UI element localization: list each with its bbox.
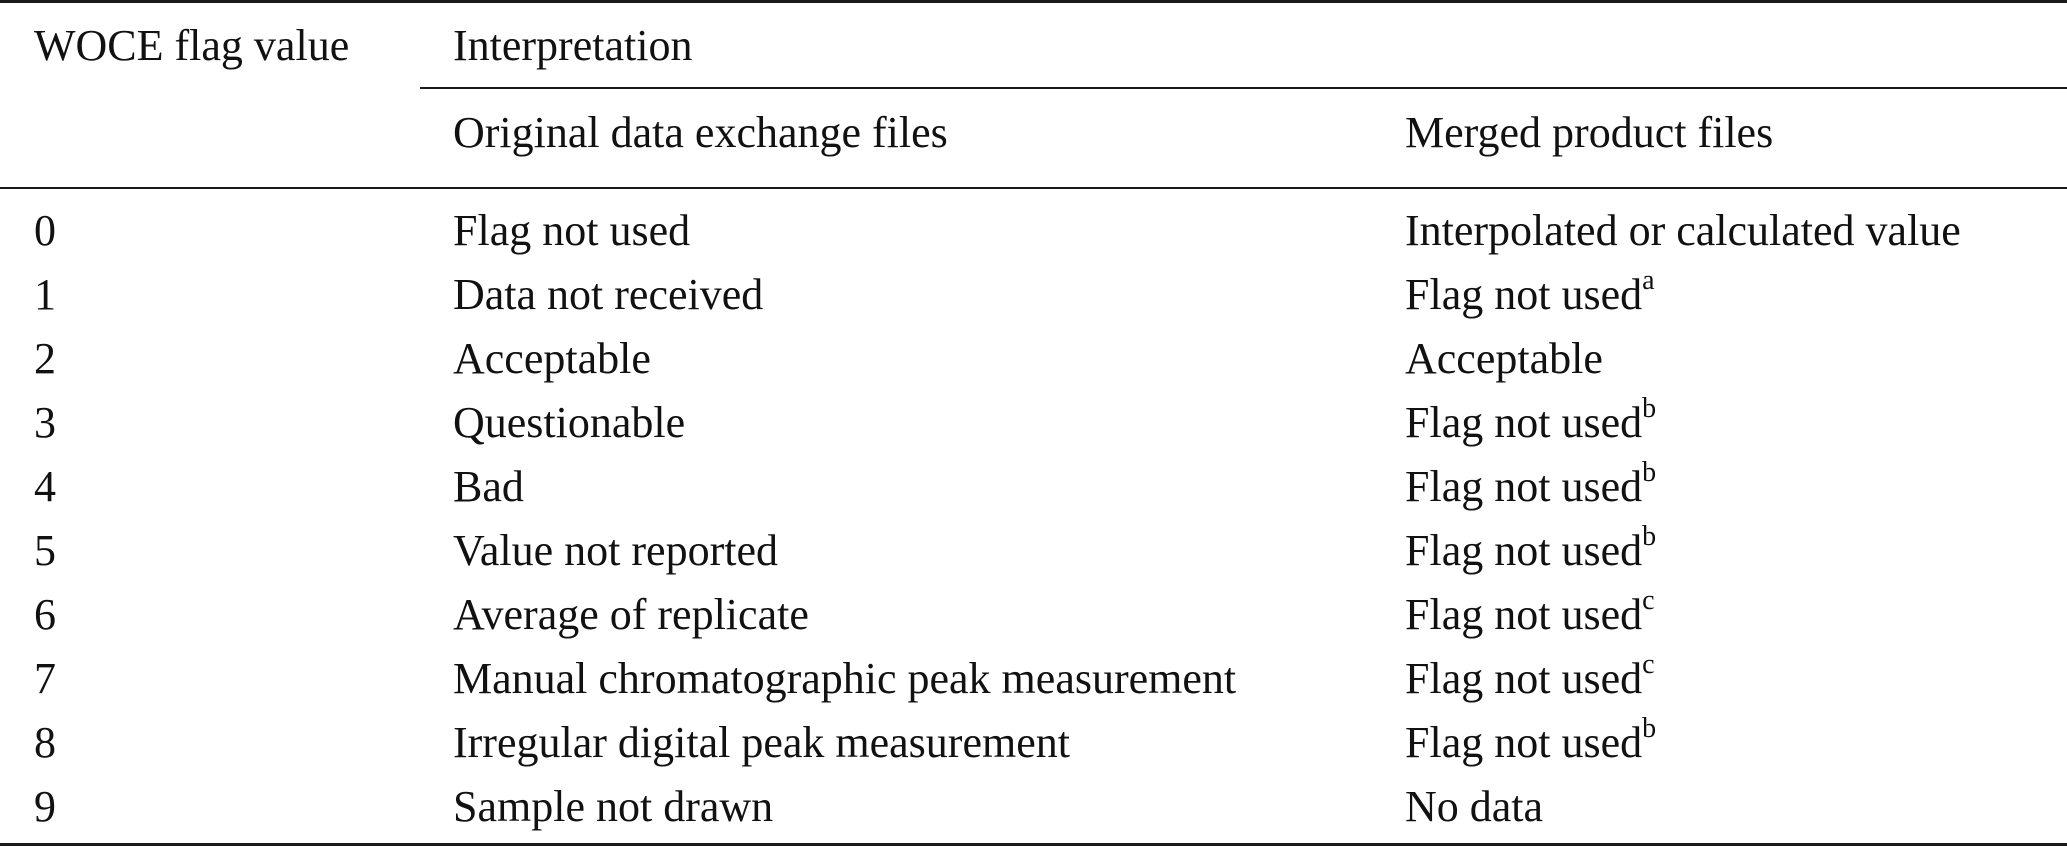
flag-value-cell: 9 — [34, 782, 56, 831]
original-interpretation-cell: Manual chromatographic peak measurement — [453, 654, 1237, 703]
merged-interpretation-text: Flag not used — [1405, 654, 1643, 703]
header-interpretation: Interpretation — [453, 21, 693, 70]
flag-value-cell: 1 — [34, 270, 56, 319]
merged-interpretation-cell — [1405, 265, 1655, 321]
merged-interpretation-cell — [1405, 521, 1657, 577]
merged-interpretation-text: Acceptable — [1405, 334, 1603, 383]
flag-value-cell: 5 — [34, 526, 56, 575]
header-woce-flag-value: WOCE flag value — [34, 21, 350, 70]
merged-interpretation-text: Interpolated or calculated value — [1405, 206, 1961, 255]
flag-value-cell: 8 — [34, 718, 56, 767]
merged-interpretation-cell — [1405, 713, 1657, 769]
merged-interpretation-text: Flag not used — [1405, 462, 1643, 511]
original-interpretation-cell: Sample not drawn — [453, 782, 774, 831]
table-top-rule — [0, 0, 2067, 3]
merged-interpretation-text: Flag not used — [1405, 718, 1643, 767]
interpretation-sub-rule — [420, 87, 2067, 89]
footnote-marker: c — [1642, 585, 1655, 617]
footnote-marker: a — [1642, 265, 1655, 297]
flag-value-cell: 7 — [34, 654, 56, 703]
footnote-marker: b — [1642, 521, 1657, 553]
merged-interpretation-cell — [1405, 457, 1657, 513]
merged-interpretation-text: No data — [1405, 782, 1544, 831]
merged-interpretation-cell — [1405, 585, 1655, 641]
flag-value-cell: 6 — [34, 590, 56, 639]
flag-value-cell: 2 — [34, 334, 56, 383]
footnote-marker: b — [1642, 713, 1657, 745]
merged-interpretation-text: Flag not used — [1405, 590, 1643, 639]
original-interpretation-cell: Bad — [453, 462, 524, 511]
header-original-data-exchange-files: Original data exchange files — [453, 108, 948, 157]
merged-interpretation-cell — [1405, 393, 1657, 449]
flag-value-cell: 3 — [34, 398, 56, 447]
merged-interpretation-cell — [1405, 205, 1961, 257]
footnote-marker: b — [1642, 393, 1657, 425]
original-interpretation-cell: Flag not used — [453, 206, 691, 255]
original-interpretation-cell: Acceptable — [453, 334, 651, 383]
merged-interpretation-cell — [1405, 333, 1603, 385]
merged-interpretation-text: Flag not used — [1405, 526, 1643, 575]
original-interpretation-cell: Data not received — [453, 270, 764, 319]
flag-value-cell: 0 — [34, 206, 56, 255]
footnote-marker: b — [1642, 457, 1657, 489]
footnote-marker: c — [1642, 649, 1655, 681]
merged-interpretation-text: Flag not used — [1405, 398, 1643, 447]
header-merged-product-files: Merged product files — [1405, 108, 1774, 157]
original-interpretation-cell: Average of replicate — [453, 590, 809, 639]
table-bottom-rule — [0, 843, 2067, 846]
merged-interpretation-cell — [1405, 649, 1655, 705]
original-interpretation-cell: Questionable — [453, 398, 686, 447]
header-bottom-rule — [0, 187, 2067, 189]
original-interpretation-cell: Irregular digital peak measurement — [453, 718, 1070, 767]
flag-value-cell: 4 — [34, 462, 56, 511]
merged-interpretation-cell — [1405, 781, 1543, 833]
merged-interpretation-text: Flag not used — [1405, 270, 1643, 319]
original-interpretation-cell: Value not reported — [453, 526, 778, 575]
